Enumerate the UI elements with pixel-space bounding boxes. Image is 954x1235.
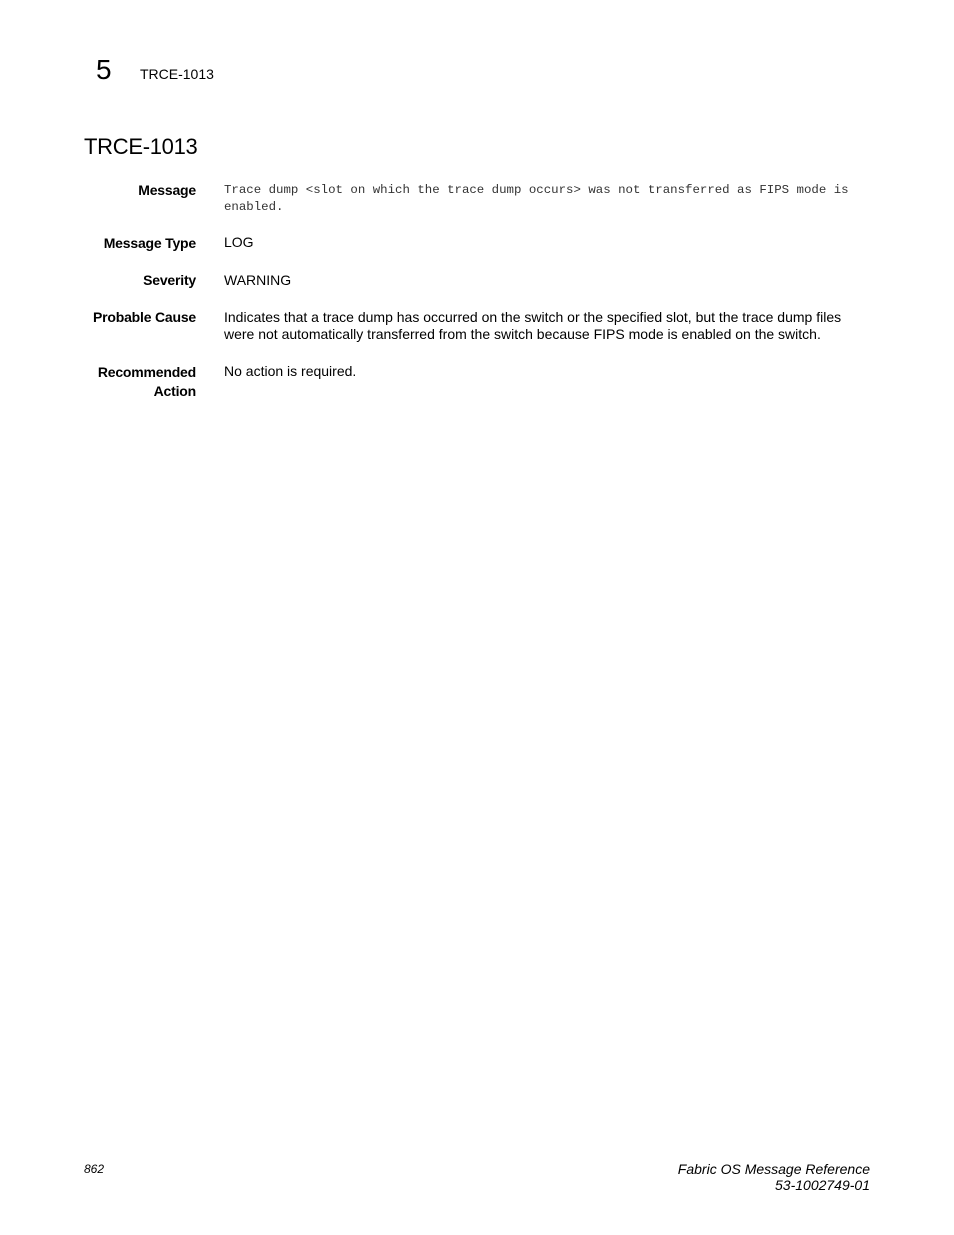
footer-doc-info xyxy=(678,1161,870,1193)
probable-cause-value: Indicates that a trace dump has occurred on the switch or the specified slot, but the trace dump files were not automatically transferred from the switch because FIPS mode is enabled on the switch. xyxy=(224,309,842,342)
message-label: Message xyxy=(138,182,196,198)
recommended-action-value: No action is required. xyxy=(224,363,357,379)
running-header-title: TRCE-1013 xyxy=(140,66,214,82)
message-type-value: LOG xyxy=(224,234,254,250)
doc-number: 53-1002749-01 xyxy=(775,1177,870,1193)
page-number: 862 xyxy=(84,1162,105,1176)
message-type-label: Message Type xyxy=(103,235,196,251)
severity-label: Severity xyxy=(143,272,196,288)
severity-value: WARNING xyxy=(224,272,292,288)
section-title: TRCE-1013 xyxy=(84,134,198,159)
recommended-action-label xyxy=(56,363,196,401)
recommended-action-label-line2: Action xyxy=(153,383,196,399)
recommended-action-label-line1: Recommended xyxy=(97,364,196,380)
chapter-number: 5 xyxy=(96,54,112,85)
book-title: Fabric OS Message Reference xyxy=(677,1161,870,1177)
message-value: Trace dump <slot on which the trace dump occurs> was not transferred as FIPS mode is enabled. xyxy=(224,183,849,214)
probable-cause-label: Probable Cause xyxy=(92,309,196,325)
